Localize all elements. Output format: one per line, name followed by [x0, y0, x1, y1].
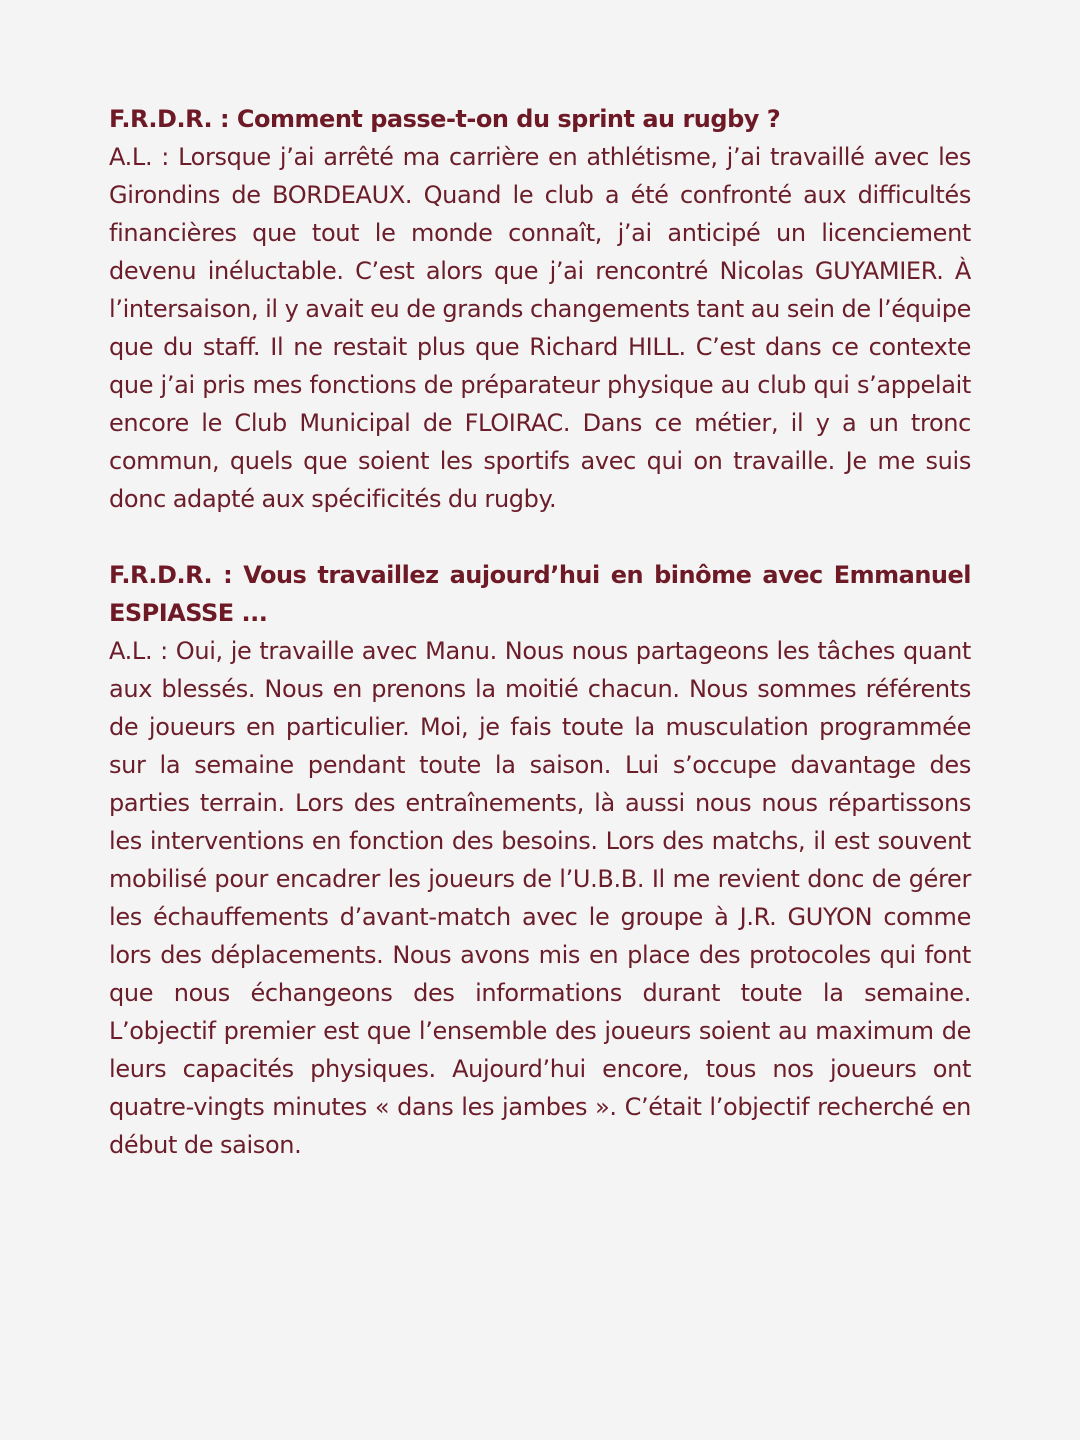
interview-answer: A.L. : Lorsque j’ai arrêté ma carrière en athlétisme, j’ai travaillé avec les Girondins de BORDEAUX. Quand le club a été confronté aux difficultés financières que tout le monde connaît, j’ai anticipé un licenciement devenu inéluctable. C’est alors que j’ai rencontré Nicolas GUYAMIER. À l’intersaison, il y avait eu de grands changements tant au sein de l’équipe que du staff. Il ne restait plus que Richard HILL. C’est dans ce contexte que j’ai pris mes fonctions de préparateur physique au club qui s’appelait encore le Club Municipal de FLOIRAC. Dans ce métier, il y a un tronc commun, quels que soient les sportifs avec qui on travaille. Je me suis donc adapté aux spécificités du rugby. [109, 143, 971, 513]
interview-block-2 [109, 556, 971, 1164]
interview-article [109, 100, 971, 1164]
interview-question: F.R.D.R. : Comment passe-t-on du sprint au rugby ? [109, 105, 781, 133]
interview-answer: A.L. : Oui, je travaille avec Manu. Nous nous partageons les tâches quant aux blessés. Nous en prenons la moitié chacun. Nous sommes référents de joueurs en particulier. Moi, je fais toute la musculation programmée sur la semaine pendant toute la saison. Lui s’occupe davantage des parties terrain. Lors des entraînements, là aussi nous nous répartissons les interventions en fonction des besoins. Lors des matchs, il est souvent mobilisé pour encadrer les joueurs de l’U.B.B. Il me revient donc de gérer les échauffements d’avant-match avec le groupe à J.R. GUYON comme lors des déplacements. Nous avons mis en place des protocoles qui font que nous échangeons des informations durant toute la semaine. L’objectif premier est que l’ensemble des joueurs soient au maximum de leurs capacités physiques. Aujourd’hui encore, tous nos joueurs ont quatre-vingts minutes « dans les jambes ». C’était l’objectif recherché en début de saison. [109, 637, 971, 1159]
interview-block-1 [109, 100, 971, 518]
interview-question: F.R.D.R. : Vous travaillez aujourd’hui en binôme avec Emmanuel ESPIASSE ... [109, 561, 971, 627]
